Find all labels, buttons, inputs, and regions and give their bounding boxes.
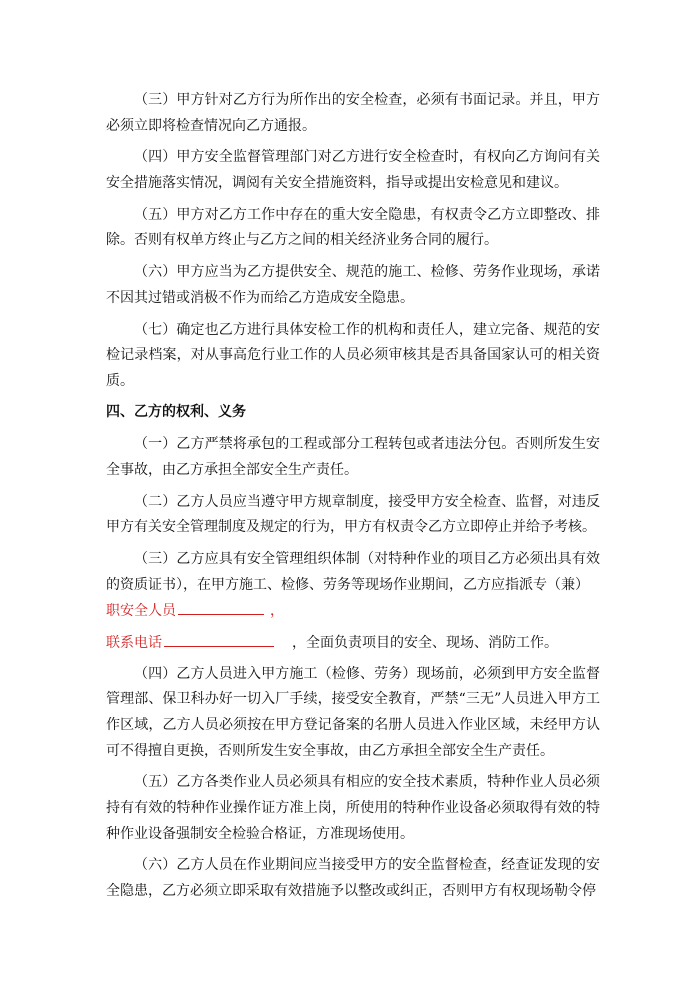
contact-phone-label: 联系电话 <box>106 634 162 651</box>
paragraph-3-7: （七）确定也乙方进行具体安检工作的机构和责任人，建立完备、规范的安检记录档案，对从事高危行业工作的人员必须审核其是否具备国家认可的相关资质。 <box>106 321 600 389</box>
contact-phone-blank[interactable] <box>164 630 274 647</box>
contact-phone-tail: ，全面负责项目的安全、现场、消防工作。 <box>292 634 558 651</box>
safety-officer-label: 职安全人员 <box>106 603 176 620</box>
paragraph-3-6: （六）甲方应当为乙方提供安全、规范的施工、检修、劳务作业现场，承诺不因其过错或消极不作为而给乙方造成安全隐患。 <box>106 264 600 306</box>
paragraph-3-3: （三）甲方针对乙方行为所作出的安全检查，必须有书面记录。并且，甲方必须立即将检查情况向乙方通报。 <box>106 92 600 134</box>
paragraph-3-4: （四）甲方安全监督管理部门对乙方进行安全检查时，有权向乙方询问有关安全措施落实情况，调阅有关安全措施资料，指导或提出安检意见和建议。 <box>106 149 600 191</box>
safety-officer-blank[interactable] <box>178 598 264 615</box>
section-heading: 四、乙方的权利、义务 <box>106 404 246 421</box>
paragraph-4-5: （五）乙方各类作业人员必须具有相应的安全技术素质，特种作业人员必须持有有效的特种作业操作证方准上岗，所使用的特种作业设备必须取得有效的特种作业设备强制安全检验合格证，方准现场使用。 <box>106 774 600 842</box>
paragraph-4-3: （三）乙方应具有安全管理组织体制（对特种作业的项目乙方必须出具有效的资质证书），在甲方施工、检修、劳务等现场作业期间，乙方应指派专（兼） <box>106 551 600 593</box>
document-body <box>106 88 600 911</box>
paragraph-4-4: （四）乙方人员进入甲方施工（检修、劳务）现场前，必须到甲方安全监督管理部、保卫科办好一切入厂手续，接受安全教育，严禁“三无”人员进入甲方工作区域，乙方人员必须按在甲方登记备案的名册人员进入作业区域，未经甲方认可不得擅自更换，否则所发生安全事故，由乙方承担全部安全生产责任。 <box>106 665 600 759</box>
paragraph-3-5: （五）甲方对乙方工作中存在的重大安全隐患，有权责令乙方立即整改、排除。否则有权单方终止与乙方之间的相关经济业务合同的履行。 <box>106 206 600 249</box>
paragraph-4-1: （一）乙方严禁将承包的工程或部分工程转包或者违法分包。否则所发生安全事故，由乙方承担全部安全生产责任。 <box>106 436 600 478</box>
contact-phone-line <box>106 630 600 656</box>
paragraph-4-6: （六）乙方人员在作业期间应当接受甲方的安全监督检查，经查证发现的安全隐患，乙方必须立即采取有效措施予以整改或纠正，否则甲方有权现场勒令停 <box>106 857 600 899</box>
safety-officer-comma: ， <box>270 603 284 620</box>
safety-officer-line <box>106 598 600 624</box>
paragraph-4-2: （二）乙方人员应当遵守甲方规章制度，接受甲方安全检查、监督，对违反甲方有关安全管理制度及规定的行为，甲方有权责令乙方立即停止并给予考核。 <box>106 493 600 536</box>
